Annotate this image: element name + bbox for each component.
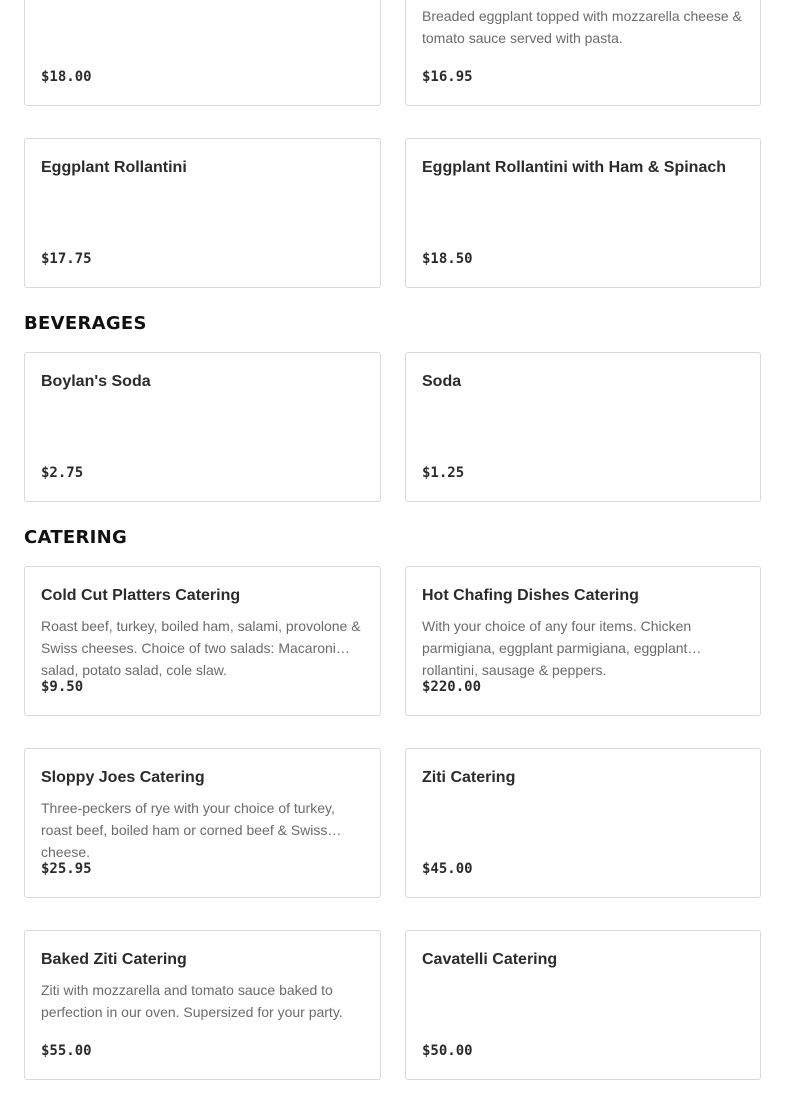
section-title-beverages: BEVERAGES	[24, 313, 147, 334]
menu-item-card[interactable]	[24, 0, 381, 106]
item-price: $17.75	[41, 251, 92, 267]
item-name: Hot Chafing Dishes Catering	[422, 587, 639, 604]
item-description: Roast beef, turkey, boiled ham, salami, provolone & Swiss cheeses. Choice of two salads: Macaroni salad, potato salad, cole slaw.	[41, 618, 361, 678]
item-description: With your choice of any four items. Chicken parmigiana, eggplant parmigiana, eggplant rollantini, sausage & peppers.	[422, 618, 692, 678]
menu-item-card[interactable]	[405, 930, 761, 1080]
menu-item-card[interactable]	[24, 748, 381, 898]
item-price: $2.75	[41, 465, 84, 481]
item-price: $9.50	[41, 679, 84, 695]
menu-item-card[interactable]	[24, 930, 381, 1080]
menu-item-card[interactable]	[24, 566, 381, 716]
item-price: $16.95	[422, 69, 473, 85]
item-name: Soda	[422, 373, 462, 390]
menu-item-card[interactable]	[24, 138, 381, 288]
item-description: Three-peckers of rye with your choice of turkey, roast beef, boiled ham or corned beef & Swiss cheese.	[41, 800, 335, 860]
item-name: Sloppy Joes Catering	[41, 769, 205, 786]
item-name: Baked Ziti Catering	[41, 951, 187, 968]
item-price: $25.95	[41, 861, 92, 877]
item-description: Ziti with mozzarella and tomato sauce baked to perfection in our oven. Supersized for your party.	[41, 982, 343, 1020]
item-price: $50.00	[422, 1043, 473, 1059]
item-name: Ziti Catering	[422, 769, 516, 786]
item-price: $1.25	[422, 465, 465, 481]
item-price: $18.00	[41, 69, 92, 85]
menu-item-card[interactable]	[405, 352, 761, 502]
item-price: $18.50	[422, 251, 473, 267]
item-name: Boylan's Soda	[41, 373, 151, 390]
menu-item-card[interactable]	[405, 748, 761, 898]
item-name: Eggplant Rollantini with Ham & Spinach	[422, 159, 727, 176]
menu-item-card[interactable]	[405, 138, 761, 288]
section-title-catering: CATERING	[24, 527, 128, 548]
item-price: $55.00	[41, 1043, 92, 1059]
item-name: Cold Cut Platters Catering	[41, 587, 241, 604]
item-description: Breaded eggplant topped with mozzarella cheese & tomato sauce served with pasta.	[422, 8, 742, 46]
menu-item-card[interactable]	[405, 0, 761, 106]
item-name: Eggplant Rollantini	[41, 159, 187, 176]
item-name: Cavatelli Catering	[422, 951, 558, 968]
item-price: $45.00	[422, 861, 473, 877]
menu-item-card[interactable]	[405, 566, 761, 716]
menu-item-card[interactable]	[24, 352, 381, 502]
item-price: $220.00	[422, 679, 482, 695]
